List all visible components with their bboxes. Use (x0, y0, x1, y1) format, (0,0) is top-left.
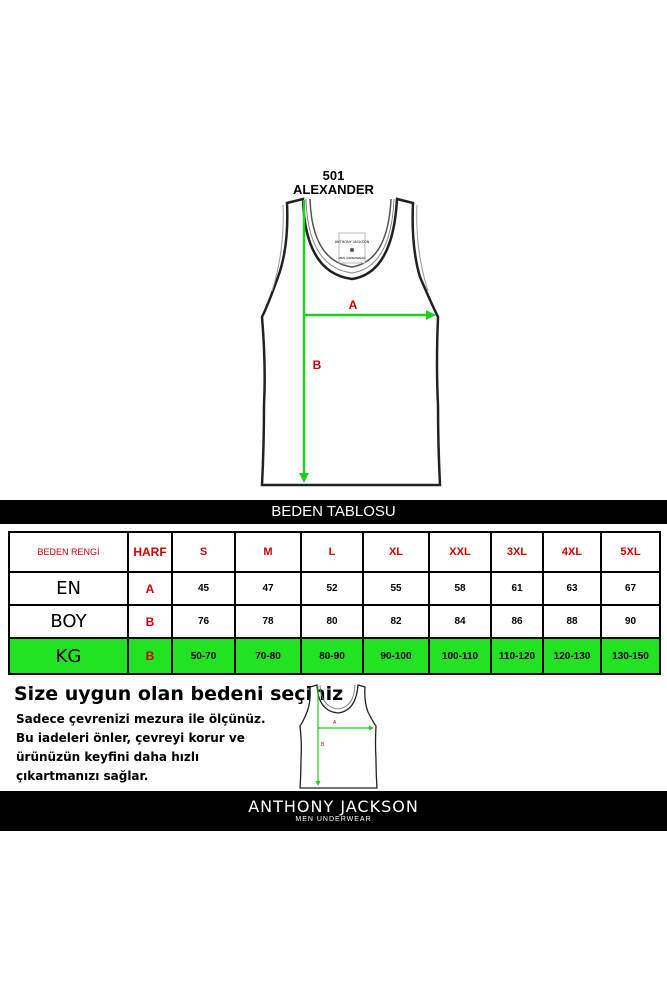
value-cell: 55 (363, 572, 429, 605)
size-cell: XL (363, 532, 429, 572)
model-name: ALEXANDER (293, 182, 374, 197)
value-cell: 52 (301, 572, 363, 605)
value-cell: 90 (601, 605, 660, 638)
value-cell: 84 (429, 605, 491, 638)
value-cell: 80-90 (301, 638, 363, 674)
value-cell: 78 (235, 605, 301, 638)
value-cell: 58 (429, 572, 491, 605)
guide-line: ürünüzün keyfini daha hızlı (16, 750, 200, 764)
size-chart-title: BEDEN TABLOSU (0, 500, 667, 524)
mini-letter-a: A (333, 720, 337, 726)
header-label: BEDEN RENGİ (9, 532, 128, 572)
row-letter: B (128, 638, 172, 674)
size-cell: XXL (429, 532, 491, 572)
value-cell: 61 (491, 572, 543, 605)
value-cell: 100-110 (429, 638, 491, 674)
value-cell: 82 (363, 605, 429, 638)
value-cell: 45 (172, 572, 235, 605)
brand-logo-text: ANTHONY JACKSON (248, 797, 419, 816)
neck-label-sub: MEN UNDERWEAR (338, 256, 366, 260)
guide-line: Bu iadeleri önler, çevreyi korur ve (16, 731, 245, 745)
value-cell: 90-100 (363, 638, 429, 674)
guide-line: Sadece çevrenizi mezura ile ölçünüz. (16, 712, 266, 726)
value-cell: 76 (172, 605, 235, 638)
guide-line: çıkartmanızı sağlar. (16, 769, 149, 783)
value-cell: 67 (601, 572, 660, 605)
size-cell: S (172, 532, 235, 572)
arrow-a-letter: A (348, 298, 358, 312)
size-cell: M (235, 532, 301, 572)
value-cell: 47 (235, 572, 301, 605)
neck-label-brand: ANTHONY JACKSON (334, 240, 370, 244)
tank-top-diagram (250, 195, 450, 490)
table-row (9, 605, 660, 638)
value-cell: 110-120 (491, 638, 543, 674)
size-cell: L (301, 532, 363, 572)
size-cell: 5XL (601, 532, 660, 572)
table-header-row (9, 532, 660, 572)
tank-top-mini-diagram (296, 684, 381, 790)
model-code: 501 (322, 168, 345, 183)
guide-title: Size uygun olan bedeni seçiniz (14, 683, 344, 705)
row-label: KG (9, 638, 128, 674)
value-cell: 50-70 (172, 638, 235, 674)
size-table (8, 531, 661, 675)
row-label: BOY (9, 605, 128, 638)
row-letter: A (128, 572, 172, 605)
table-row (9, 572, 660, 605)
mini-letter-b: B (321, 742, 325, 748)
value-cell: 70-80 (235, 638, 301, 674)
value-cell: 130-150 (601, 638, 660, 674)
row-label: EN (9, 572, 128, 605)
table-row (9, 638, 660, 674)
row-letter: B (128, 605, 172, 638)
header-letter: HARF (128, 532, 172, 572)
value-cell: 86 (491, 605, 543, 638)
value-cell: 120-130 (543, 638, 601, 674)
size-cell: 4XL (543, 532, 601, 572)
value-cell: 80 (301, 605, 363, 638)
size-cell: 3XL (491, 532, 543, 572)
brand-tagline: MEN UNDERWEAR (295, 816, 372, 823)
value-cell: 88 (543, 605, 601, 638)
value-cell: 63 (543, 572, 601, 605)
arrow-b-letter: B (312, 358, 322, 372)
